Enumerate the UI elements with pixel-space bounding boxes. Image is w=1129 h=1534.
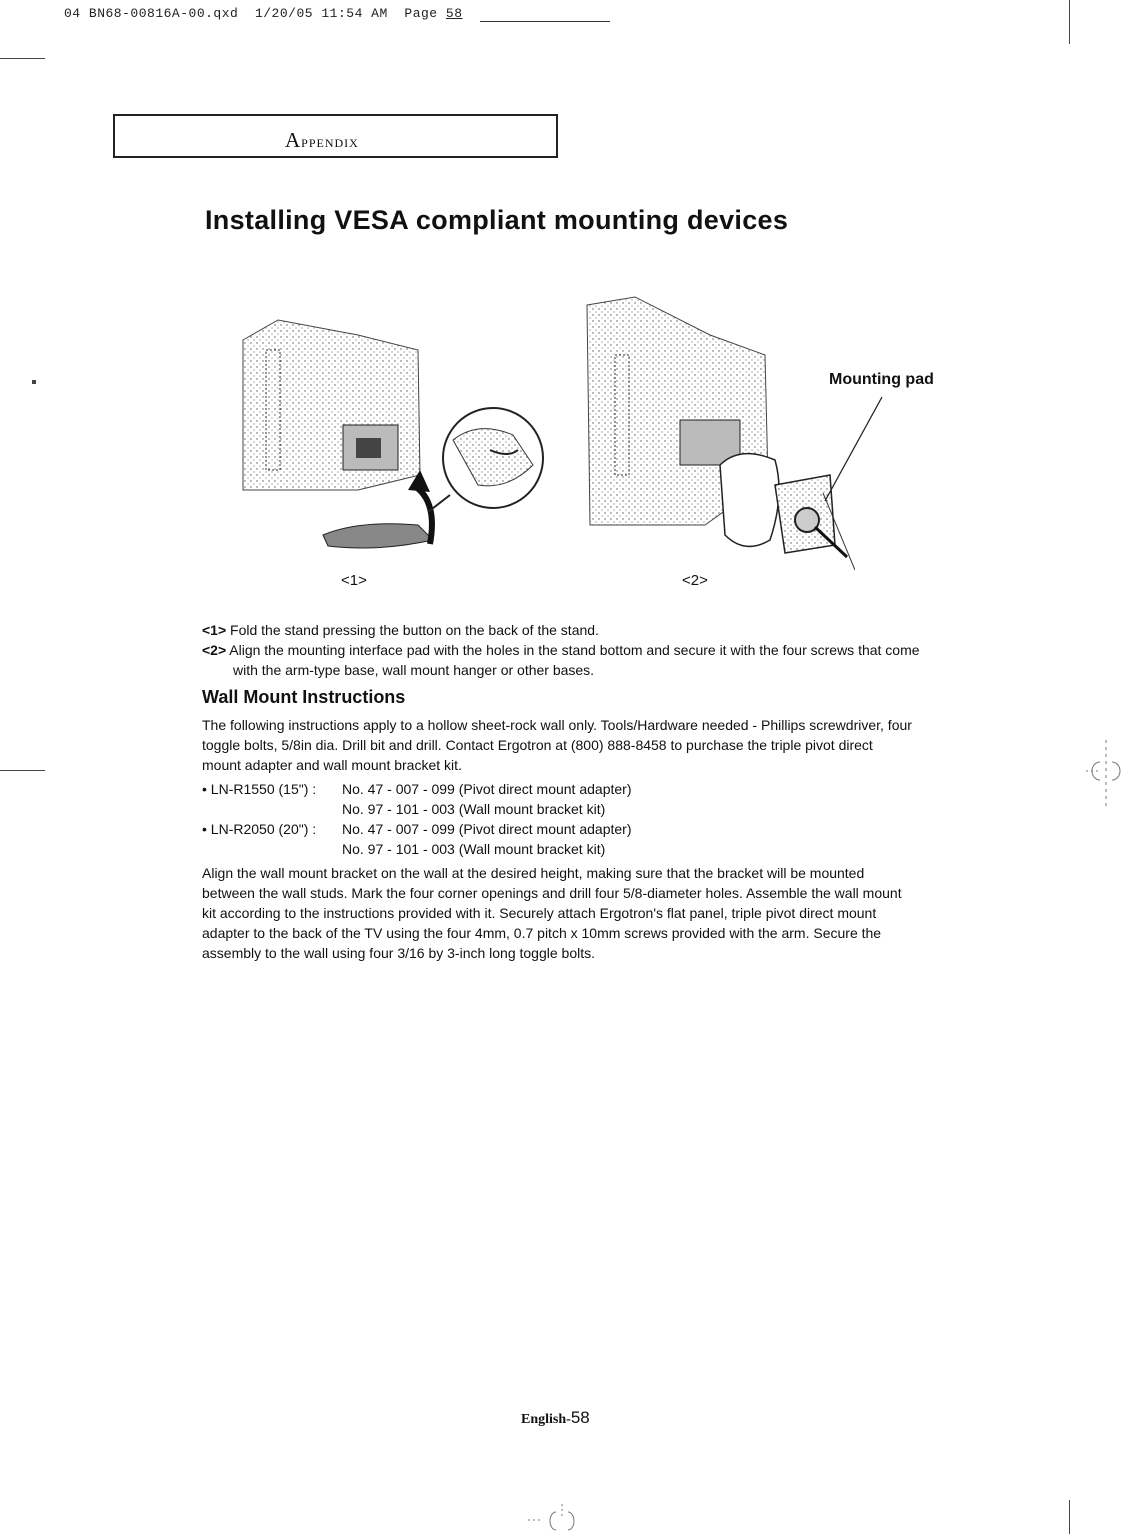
slug-rule (480, 21, 610, 22)
page-footer (521, 1408, 590, 1428)
section-label: Appendix (285, 128, 359, 152)
wall-mount-intro: The following instructions apply to a hollow sheet-rock wall only. Tools/Hardware needed - Phillips screwdriver, four toggle bolts, 5/8in dia. Drill bit and drill. Contact Ergotron at (800) 888-8458 to purchase the triple pivot direct mount adapter and wall mount bracket kit. (202, 717, 912, 773)
crop-mark (0, 58, 45, 59)
crop-mark (0, 770, 45, 771)
model-row (202, 779, 914, 819)
model-parts (342, 819, 631, 859)
wall-mount-closing: Align the wall mount bracket on the wall at the desired height, making sure that the bracket will be mounted between the wall studs. Mark the four corner openings and drill four 5/8-diameter holes. Assemble the wall mount kit according to the instructions provided with it. Securely attach Ergotron's flat panel, triple pivot direct mount adapter to the back of the TV using the four 4mm, 0.7 pitch x 10mm screws provided with the arm. Secure the assembly to the wall using four 3/16 by 3-inch long toggle bolts. (202, 865, 902, 961)
step-number: <1> (202, 622, 227, 638)
registration-mark (1086, 740, 1122, 810)
part-number: No. 47 - 007 - 099 (Pivot direct mount adapter) (342, 781, 632, 797)
figure-steps (202, 620, 922, 680)
callout-leader-line (820, 395, 890, 505)
registration-mark (528, 1504, 588, 1534)
model-name: • LN-R2050 (20") : (202, 821, 317, 837)
model-row (202, 819, 914, 859)
slug-page-number: 58 (445, 6, 463, 21)
footer-page-number: 58 (570, 1408, 590, 1427)
crop-mark (1069, 1500, 1070, 1534)
mounting-pad-illustration (585, 295, 855, 575)
slug-file: 04 BN68-00816A-00.qxd (64, 6, 239, 21)
page-title: Installing VESA compliant mounting devices (205, 205, 789, 235)
print-slug (64, 6, 463, 21)
part-number: No. 47 - 007 - 099 (Pivot direct mount adapter) (342, 821, 632, 837)
bullet-mark (32, 380, 36, 384)
step-text: Fold the stand pressing the button on the back of the stand. (230, 622, 599, 638)
mounting-pad-callout: Mounting pad (829, 371, 934, 388)
model-parts (342, 779, 631, 819)
figure-2-caption: <2> (682, 572, 708, 589)
step-item (202, 640, 922, 680)
footer-language: English- (521, 1412, 571, 1427)
model-name: • LN-R1550 (15") : (202, 781, 317, 797)
crop-mark (1069, 0, 1070, 44)
section-header-box (113, 114, 558, 158)
slug-page-label: Page (404, 6, 438, 21)
figure-1-caption: <1> (341, 572, 367, 589)
part-number: No. 97 - 101 - 003 (Wall mount bracket kit) (342, 841, 606, 857)
model-parts-list (202, 779, 914, 859)
slug-time: 11:54 AM (321, 6, 388, 21)
step-number: <2> (202, 642, 227, 658)
part-number: No. 97 - 101 - 003 (Wall mount bracket kit) (342, 801, 606, 817)
wall-mount-heading: Wall Mount Instructions (202, 687, 406, 707)
stand-folding-illustration (238, 300, 553, 560)
step-text: Align the mounting interface pad with the holes in the stand bottom and secure it with the four screws that come with the arm-type base, wall mount hanger or other bases. (229, 642, 920, 678)
slug-date: 1/20/05 (254, 6, 314, 21)
step-item (202, 620, 922, 640)
